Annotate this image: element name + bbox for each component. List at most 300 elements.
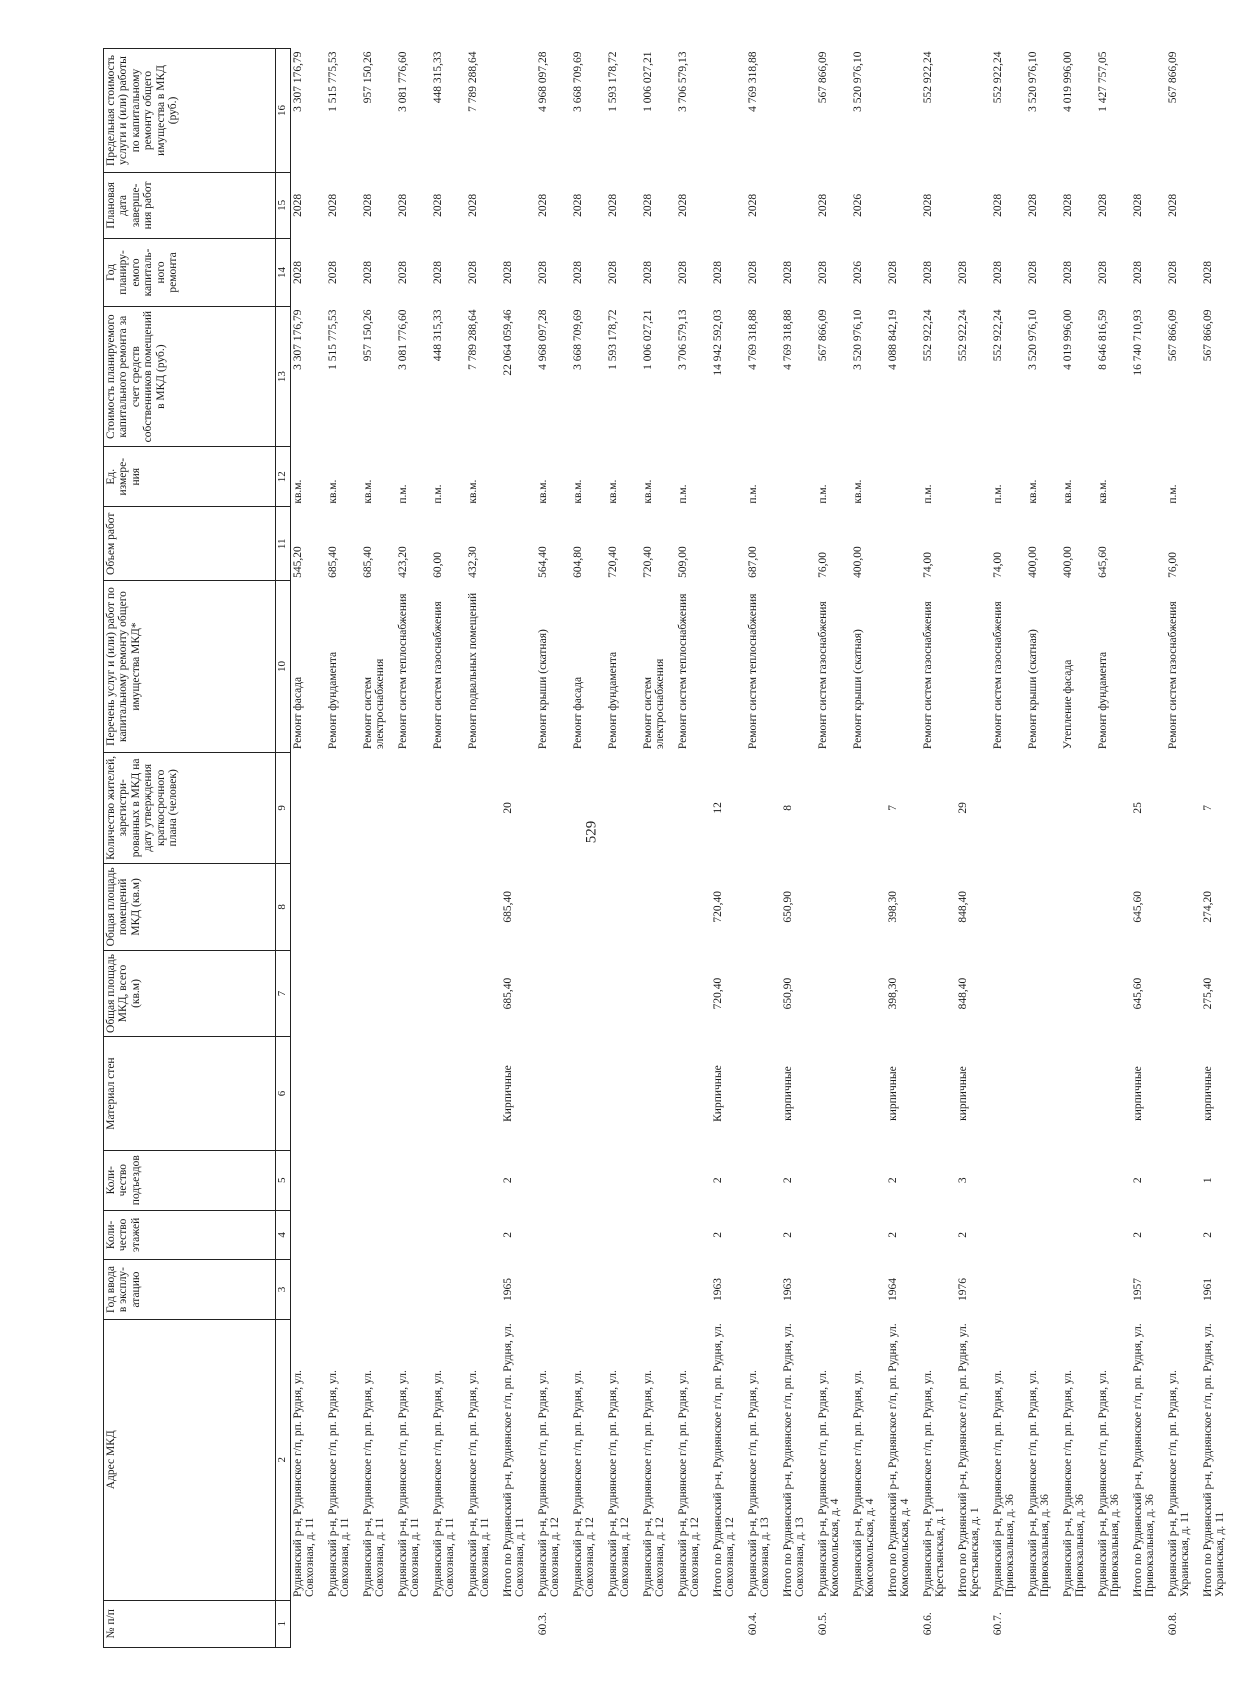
table-cell (431, 1260, 466, 1320)
table-cell: 2 (1201, 1232, 1214, 1238)
table-cell: Итого по Руднянский р-н, Руднянское г/п, рп. Рудня, ул. Украинская, д. 11 (1201, 1323, 1227, 1598)
table-cell (676, 752, 711, 863)
table-cell: 720,40 (641, 546, 654, 578)
table-cell: 564,40 (536, 546, 549, 578)
table-cell: Руднянский р-н, Руднянское г/п, рп. Рудня, ул. Совхозная, д. 11 (326, 1370, 352, 1598)
table-cell (431, 950, 466, 1037)
table-cell (1061, 1150, 1096, 1210)
table-cell (326, 1150, 361, 1210)
table-cell (1096, 1210, 1131, 1260)
table-cell: 720,40 (711, 977, 724, 1010)
table-row (1201, 49, 1236, 1648)
table-cell (816, 1037, 851, 1150)
table-cell: 4 088 842,19 (886, 309, 899, 370)
table-cell (326, 1260, 361, 1320)
table-cell: кв.м. (1026, 479, 1039, 504)
table-cell: кв.м. (536, 479, 549, 504)
table-cell: 2026 (851, 193, 864, 217)
table-cell (711, 581, 746, 752)
table-cell (536, 864, 571, 951)
table-cell (431, 864, 466, 951)
table-row (290, 49, 326, 1648)
table-cell: 4 968 097,28 (536, 51, 549, 112)
table-cell (536, 1210, 571, 1260)
table-cell: Руднянский р-н, Руднянское г/п, рп. Рудня, ул. Украинская, д. 11 (1166, 1370, 1192, 1598)
header-cell: Общая площадь МКД, всего (кв.м) (104, 950, 276, 1037)
table-cell (501, 581, 536, 752)
table-cell (361, 950, 396, 1037)
table-cell: 2028 (991, 193, 1004, 217)
table-cell: 2028 (606, 193, 619, 217)
table-cell: Руднянский р-н, Руднянское г/п, рп. Рудня, ул. Крестьянская, д. 1 (921, 1370, 947, 1598)
table-cell: 7 (1201, 804, 1214, 811)
table-cell: 567 866,09 (1166, 309, 1179, 362)
table-cell (290, 1600, 326, 1647)
table-cell: 567 866,09 (816, 51, 829, 104)
table-cell (1096, 752, 1131, 863)
table-cell: 20 (501, 802, 514, 814)
table-cell (921, 1150, 956, 1210)
table-cell (641, 752, 676, 863)
table-cell: Кирпичные (501, 1065, 514, 1122)
table-cell: 2 (886, 1232, 899, 1238)
table-cell: 432,30 (466, 546, 479, 578)
table-cell: кирпичные (1201, 1066, 1214, 1121)
table-cell (326, 864, 361, 951)
table-cell (1166, 1150, 1201, 1210)
table-cell (501, 507, 536, 581)
table-cell (290, 1260, 326, 1320)
column-number: 8 (276, 864, 291, 951)
table-cell: Ремонт фасада (291, 676, 304, 750)
table-cell (361, 1260, 396, 1320)
header-cell: Коли-чество подъездов (104, 1150, 276, 1210)
table-cell (606, 1210, 641, 1260)
table-cell (1026, 950, 1061, 1037)
table-cell: 552 922,24 (991, 309, 1004, 362)
table-cell (431, 1600, 466, 1647)
table-cell: Ремонт крыши (скатная) (1026, 629, 1039, 750)
table-cell (1096, 1150, 1131, 1210)
table-cell: 1 515 775,53 (326, 309, 339, 370)
table-cell: 720,40 (711, 891, 724, 923)
table-cell (571, 864, 606, 951)
table-cell: 1963 (711, 1278, 724, 1302)
table-cell (466, 1210, 501, 1260)
table-cell (781, 447, 816, 507)
table-cell: 545,20 (291, 546, 304, 578)
table-cell: 4 019 996,00 (1061, 51, 1074, 112)
table-cell: 2028 (746, 193, 759, 217)
table-cell (361, 1150, 396, 1210)
table-cell: 60.4. (746, 1612, 759, 1636)
table-row (991, 49, 1026, 1648)
table-cell: 2028 (1131, 193, 1144, 217)
header-cell: Стоимость планируемого капитального ремонта за счет средств собственников помещений в МКД (руб.) (104, 307, 276, 447)
table-cell: 2028 (816, 260, 829, 284)
table-cell: Ремонт систем газоснабжения (991, 601, 1004, 750)
table-cell (676, 1600, 711, 1647)
table-cell: 2028 (571, 260, 584, 284)
table-cell (1166, 1260, 1201, 1320)
table-cell (396, 864, 431, 951)
table-cell (606, 1037, 641, 1150)
header-cell: Год ввода в эксплу-атацию (104, 1260, 276, 1320)
table-cell: Руднянский р-н, Руднянское г/п, рп. Рудня, ул. Совхозная, д. 11 (431, 1370, 457, 1598)
table-cell: 2028 (676, 260, 689, 284)
table-cell (1201, 507, 1236, 581)
table-cell: 3 081 776,60 (396, 309, 409, 370)
table-cell (921, 1260, 956, 1320)
table-cell: 509,00 (676, 546, 689, 578)
table-cell: 3 706 579,13 (676, 309, 689, 370)
table-row (501, 49, 536, 1648)
table-cell: 1 427 757,05 (1096, 51, 1109, 112)
header-cell: Количество жителей, зарегистри-рованных в МКД на дату утверждения краткосрочного плана (человек) (104, 752, 276, 863)
table-cell: Ремонт систем теплоснабжения (676, 593, 689, 750)
table-cell (851, 1260, 886, 1320)
header-cell: Коли-чество этажей (104, 1210, 276, 1260)
table-cell (816, 1150, 851, 1210)
table-row (536, 49, 571, 1648)
table-cell (1061, 864, 1096, 951)
table-cell: 2028 (571, 193, 584, 217)
table-cell: 60,00 (431, 552, 444, 578)
table-cell: 2028 (676, 193, 689, 217)
table-cell (851, 1037, 886, 1150)
table-cell (606, 864, 641, 951)
table-cell: п.м. (816, 484, 829, 504)
table-cell (1131, 1600, 1166, 1647)
table-cell: 60.5. (816, 1612, 829, 1636)
table-cell: 2 (1131, 1232, 1144, 1238)
table-cell: 2028 (396, 260, 409, 284)
table-cell: 2026 (851, 260, 864, 284)
table-cell: 8 646 816,59 (1096, 309, 1109, 370)
table-cell: Итого по Руднянский р-н, Руднянское г/п, рп. Рудня, ул. Комсомольская, д. 4 (886, 1323, 912, 1598)
table-cell (361, 752, 396, 863)
table-cell (431, 752, 466, 863)
column-number: 14 (276, 238, 291, 306)
table-cell (781, 507, 816, 581)
table-cell (711, 507, 746, 581)
table-cell: Итого по Руднянский р-н, Руднянское г/п, рп. Рудня, ул. Привокзальная, д. 36 (1131, 1323, 1157, 1598)
table-row (1166, 49, 1201, 1648)
table-cell (501, 447, 536, 507)
table-cell (676, 864, 711, 951)
table-cell: Руднянский р-н, Руднянское г/п, рп. Рудня, ул. Совхозная, д. 11 (361, 1370, 387, 1598)
table-cell (851, 1150, 886, 1210)
table-cell: 423,20 (396, 546, 409, 578)
header-cell: Предельная стоимость услуги и (или) работы по капитальному ремонту общего имущества в МКД (руб.) (104, 49, 276, 173)
table-cell: п.м. (431, 484, 444, 504)
table-cell (326, 950, 361, 1037)
column-number-row (276, 49, 291, 1648)
table-cell: 275,40 (1201, 977, 1214, 1010)
table-cell: 2 (501, 1177, 514, 1184)
table-cell (956, 49, 991, 173)
table-row (396, 49, 431, 1648)
table-cell: 687,00 (746, 546, 759, 578)
table-cell (536, 1150, 571, 1210)
table-cell: Руднянский р-н, Руднянское г/п, рп. Рудня, ул. Совхозная, д. 12 (641, 1370, 667, 1598)
table-cell (816, 1210, 851, 1260)
table-cell: 2028 (921, 260, 934, 284)
table-cell: 2028 (781, 260, 794, 284)
table-cell: 2 (711, 1232, 724, 1238)
table-cell (991, 1260, 1026, 1320)
table-row (1026, 49, 1061, 1648)
table-cell: 552 922,24 (921, 51, 934, 104)
table-cell: 2 (711, 1177, 724, 1184)
table-cell: Итого по Руднянский р-н, Руднянское г/п, рп. Рудня, ул. Совхозная, д. 11 (501, 1323, 527, 1598)
table-cell: 74,00 (921, 552, 934, 578)
table-cell (641, 864, 676, 951)
table-cell (396, 1600, 431, 1647)
table-cell (501, 49, 536, 173)
table-cell: 2 (781, 1177, 794, 1184)
table-cell (676, 1260, 711, 1320)
table-cell (290, 1150, 326, 1210)
table-cell (746, 1260, 781, 1320)
table-cell: 2028 (1096, 260, 1109, 284)
table-cell: 645,60 (1131, 891, 1144, 923)
table-cell: 2028 (641, 193, 654, 217)
page-number: 529 (583, 820, 600, 844)
table-cell: 3 (956, 1177, 969, 1184)
table-cell: Руднянский р-н, Руднянское г/п, рп. Рудня, ул. Комсомольская, д. 4 (816, 1370, 842, 1598)
header-cell: Плановая дата заверше-ния работ (104, 172, 276, 238)
table-row (956, 49, 991, 1648)
table-cell (606, 950, 641, 1037)
column-number: 10 (276, 581, 291, 752)
table-cell: кирпичные (781, 1066, 794, 1121)
table-cell: 645,60 (1131, 977, 1144, 1010)
table-body (290, 49, 1236, 1648)
table-cell: 1961 (1201, 1278, 1214, 1302)
table-cell (886, 581, 921, 752)
table-cell (326, 752, 361, 863)
table-cell: 4 769 318,88 (781, 309, 794, 370)
table-cell: 60.3. (536, 1612, 549, 1636)
table-cell: 76,00 (816, 552, 829, 578)
table-cell: 1 593 178,72 (606, 51, 619, 112)
table-cell (1131, 447, 1166, 507)
table-cell (711, 447, 746, 507)
table-cell (536, 1037, 571, 1150)
table-cell: кирпичные (1131, 1066, 1144, 1121)
header-cell: Ед. измере-ния (104, 447, 276, 507)
table-cell: 848,40 (956, 977, 969, 1010)
table-row (711, 49, 746, 1648)
table-cell (886, 507, 921, 581)
table-cell: 2028 (466, 260, 479, 284)
table-cell (1131, 507, 1166, 581)
table-cell: 2028 (991, 260, 1004, 284)
table-cell (1061, 1260, 1096, 1320)
table-cell (361, 1210, 396, 1260)
table-cell: 1 006 027,21 (641, 51, 654, 112)
table-cell: 2028 (1131, 260, 1144, 284)
table-cell (1166, 1210, 1201, 1260)
table-cell: п.м. (921, 484, 934, 504)
table-cell: кирпичные (956, 1066, 969, 1121)
table-cell (290, 1210, 326, 1260)
table-cell (711, 49, 746, 173)
table-cell (956, 447, 991, 507)
table-cell (431, 1037, 466, 1150)
table-row (641, 49, 676, 1648)
table-cell: 3 668 709,69 (571, 309, 584, 370)
table-cell (290, 950, 326, 1037)
table-cell: 2028 (291, 260, 304, 284)
table-cell: 4 019 996,00 (1061, 309, 1074, 370)
table-row (1131, 49, 1166, 1648)
table-cell: 2028 (536, 193, 549, 217)
table-cell (431, 1150, 466, 1210)
table-cell: 3 520 976,10 (1026, 51, 1039, 112)
table-cell (781, 172, 816, 238)
table-cell: 685,40 (501, 891, 514, 923)
table-cell: 2028 (361, 260, 374, 284)
table-cell: 2028 (361, 193, 374, 217)
table-cell (1166, 950, 1201, 1037)
table-cell: кв.м. (571, 479, 584, 504)
table-cell: 2028 (1026, 260, 1039, 284)
table-cell: Ремонт фундамента (326, 651, 339, 750)
table-cell: 567 866,09 (1201, 309, 1214, 362)
table-cell: 957 150,26 (361, 309, 374, 362)
table-cell (396, 1037, 431, 1150)
table-row (1096, 49, 1131, 1648)
table-cell: 567 866,09 (816, 309, 829, 362)
table-cell (1166, 864, 1201, 951)
table-cell (676, 1150, 711, 1210)
table-cell (991, 752, 1026, 863)
table-cell (991, 864, 1026, 951)
table-cell: 1964 (886, 1278, 899, 1302)
table-cell: 8 (781, 804, 794, 811)
table-cell: 398,30 (886, 977, 899, 1010)
table-cell (606, 752, 641, 863)
table-cell: Ремонт подвальных помещений (466, 592, 479, 750)
table-cell (886, 447, 921, 507)
table-cell (641, 1210, 676, 1260)
table-cell (571, 1260, 606, 1320)
table-cell (466, 1150, 501, 1210)
table-cell (781, 1600, 816, 1647)
table-cell: 2028 (326, 193, 339, 217)
table-cell: 22 064 059,46 (501, 309, 514, 376)
table-cell: кв.м. (466, 479, 479, 504)
column-number: 6 (276, 1037, 291, 1150)
table-cell (396, 752, 431, 863)
table-cell: 2028 (1026, 193, 1039, 217)
table-cell (641, 950, 676, 1037)
table-row (921, 49, 956, 1648)
table-cell: 2 (886, 1177, 899, 1184)
table-cell: 448 315,33 (431, 309, 444, 362)
table-cell: 3 307 176,79 (291, 309, 304, 370)
table-cell: 552 922,24 (991, 51, 1004, 104)
table-cell: 2028 (466, 193, 479, 217)
table-cell (571, 1150, 606, 1210)
table-cell (536, 752, 571, 863)
column-number: 15 (276, 172, 291, 238)
table-cell: 7 789 288,64 (466, 309, 479, 370)
column-number: 1 (276, 1600, 291, 1647)
table-row (361, 49, 396, 1648)
table-cell: Ремонт систем газоснабжения (921, 601, 934, 750)
table-row (781, 49, 816, 1648)
table-row (606, 49, 641, 1648)
table-cell: 685,40 (501, 977, 514, 1010)
table-cell (886, 49, 921, 173)
table-cell: 1965 (501, 1278, 514, 1302)
table-cell (851, 950, 886, 1037)
table-cell: Ремонт систем газоснабжения (816, 601, 829, 750)
table-cell (606, 1260, 641, 1320)
table-cell (641, 1600, 676, 1647)
table-cell: п.м. (676, 484, 689, 504)
table-cell (1166, 752, 1201, 863)
table-cell: 1 593 178,72 (606, 309, 619, 370)
table-cell (1026, 1260, 1061, 1320)
table-cell: 2 (781, 1232, 794, 1238)
table-cell: 2 (1131, 1177, 1144, 1184)
table-cell: 2028 (711, 260, 724, 284)
rotated-table-sheet (103, 48, 1227, 1648)
table-cell (956, 507, 991, 581)
table-cell: 2028 (291, 193, 304, 217)
table-cell: 1 515 775,53 (326, 51, 339, 112)
table-cell (851, 752, 886, 863)
table-cell (290, 864, 326, 951)
table-cell: 14 942 592,03 (711, 309, 724, 376)
table-row (851, 49, 886, 1648)
column-number: 16 (276, 49, 291, 173)
table-cell (1096, 1600, 1131, 1647)
table-cell (571, 1210, 606, 1260)
table-cell (571, 1037, 606, 1150)
table-cell: 1957 (1131, 1278, 1144, 1302)
table-cell: Ремонт фундамента (1096, 651, 1109, 750)
table-cell: 60.7. (991, 1612, 1004, 1636)
table-cell (746, 752, 781, 863)
table-cell (816, 752, 851, 863)
column-number: 7 (276, 950, 291, 1037)
table-cell: 274,20 (1201, 891, 1214, 923)
table-cell: 2028 (431, 193, 444, 217)
table-cell: Утепление фасада (1061, 659, 1074, 750)
table-cell (1026, 752, 1061, 863)
table-cell (851, 1210, 886, 1260)
table-cell: 2028 (1096, 193, 1109, 217)
table-cell (851, 1600, 886, 1647)
table-cell: 720,40 (606, 546, 619, 578)
table-cell (746, 1210, 781, 1260)
table-cell: Руднянский р-н, Руднянское г/п, рп. Рудня, ул. Совхозная, д. 12 (571, 1370, 597, 1598)
table-cell (1201, 447, 1236, 507)
table-cell (991, 950, 1026, 1037)
header-cell: Перечень услуг и (или) работ по капитальному ремонту общего имущества МКД* (104, 581, 276, 752)
table-row (886, 49, 921, 1648)
table-cell (1096, 864, 1131, 951)
column-number: 12 (276, 447, 291, 507)
table-cell: Руднянский р-н, Руднянское г/п, рп. Рудня, ул. Совхозная, д. 12 (676, 1370, 702, 1598)
table-cell: 2028 (1166, 260, 1179, 284)
header-cell: Материал стен (104, 1037, 276, 1150)
